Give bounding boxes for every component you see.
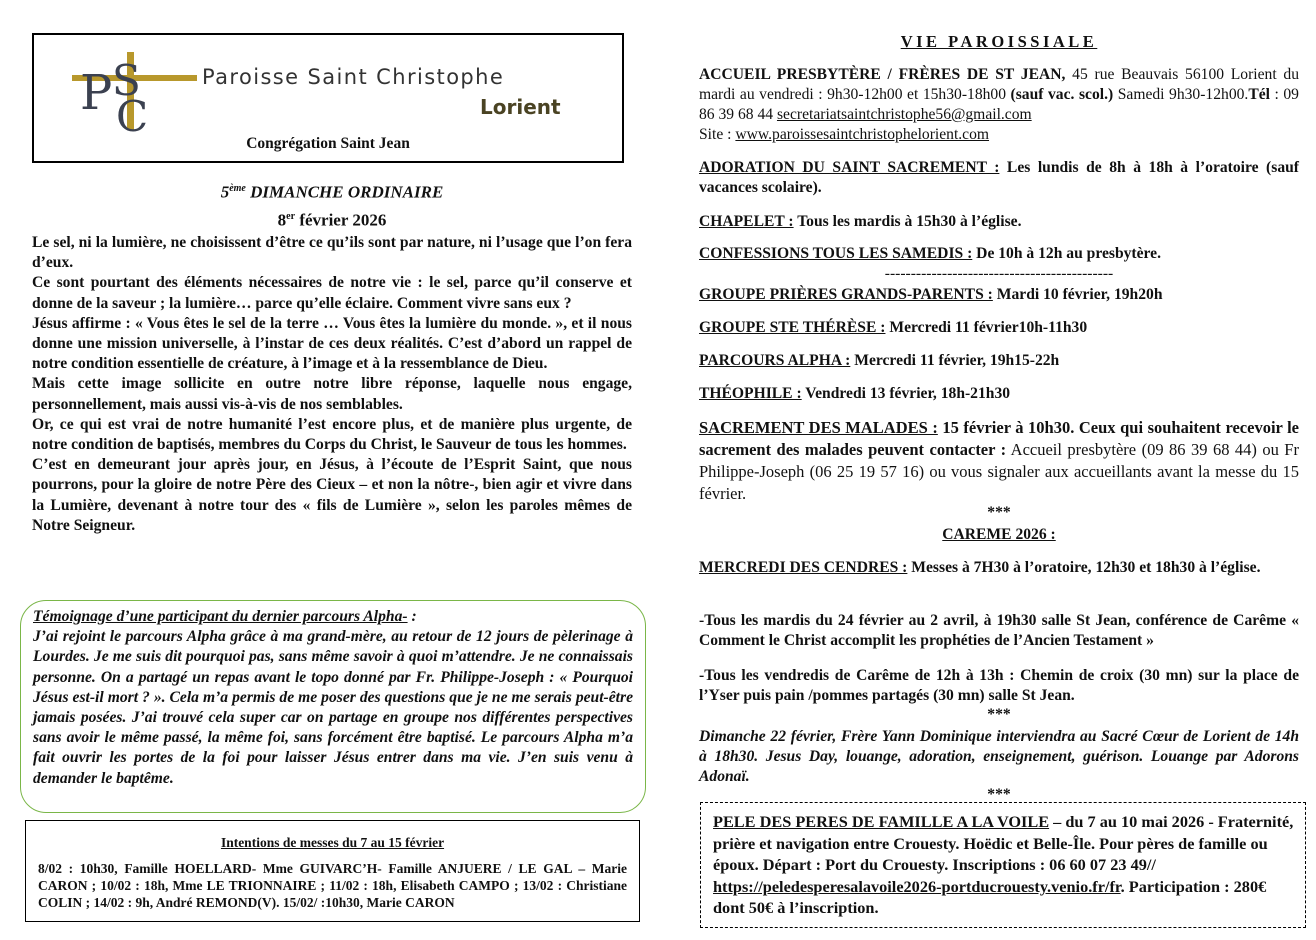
meditation-text [32,233,632,536]
lent-title: CAREME 2026 : [942,526,1056,543]
tuesday-conferences: -Tous les mardis du 24 février au 2 avril, à 19h30 salle St Jean, conférence de Carême « Comment le Christ accomplit les prophéties de l’Ancien Testament » [699,612,1299,649]
intentions-text: 8/02 : 10h30, Famille HOELLARD- Mme GUIVARC’H- Famille ANJUERE / LE GAL – Marie CARON ; 10/02 : 18h, Mme LE TRIONNAIRE ; 11/02 : 18h, Elisabeth CAMPO ; 13/02 : Christiane COLIN ; 14/02 : 9h, André REMOND(V). 15/02/ :10h30, Marie CARON [38,861,627,910]
alpha-course: PARCOURS ALPHA : Mercredi 11 février, 19h15-22h [699,352,1060,369]
intentions-title: Intentions de messes du 7 au 15 février [220,835,445,850]
parish-name: Paroisse Saint Christophe [202,65,505,89]
testimony-text: J’ai rejoint le parcours Alpha grâce à ma grand-mère, au retour de 12 jours de pèlerinage à Lourdes. Je me suis dit pourquoi pas, sans même savoir à quoi m’attendre. Je ne connaissais personne. On a partagé un repas avant le topo donné par Fr. Philippe-Joseph : « Pourquoi Jésus est-il mort ? ». Cela m’a permis de me poser des questions que je ne me serais peut-être jamais posées. J’ai trouvé cela super car on partage en groupe nos différentes perspectives sans avoir le même passé, la même foi, sans forcément être baptisé. Le parcours Alpha m’a fait ouvrir les portes de la foi pour laisser Jésus entrer dans ma vie. J’en suis venu à demander le baptême. [33,628,633,787]
paragraph: Le sel, ni la lumière, ne choisissent d’être ce qu’ils sont par nature, ni l’usage que l’on fera d’eux. [32,234,632,272]
theophile: THÉOPHILE : Vendredi 13 février, 18h-21h30 [699,385,1011,402]
confessions: CONFESSIONS TOUS LES SAMEDIS : De 10h à 12h au presbytère. [699,245,1161,262]
stars: *** [987,504,1011,521]
testimony-title: Témoignage d’une participant du dernier parcours Alpha- [33,608,408,625]
reception-info: ACCUEIL PRESBYTÈRE / FRÈRES DE ST JEAN, 45 rue Beauvais 56100 Lorient du mardi au vendredi : 9h30-12h00 et 15h30-18h00 (sauf vac. scol.) Samedi 9h30-12h00.Tél : 09 86 39 68 44 secretariatsaintchristophe56@gmail.com Site : www.paroissesaintchristophelorient.com [699,66,1300,143]
sacrament-sick: SACREMENT DES MALADES : 15 février à 10h30. Ceux qui souhaitent recevoir le sacrement des malades peuvent contacter : Accueil presbytère (09 86 39 68 44) ou Fr Philippe-Joseph (06 25 19 57 16) ou vous signaler aux accueillants avant la messe du 15 février. [699,418,1300,503]
paragraph: Ce sont pourtant des éléments nécessaires de notre vie : le sel, parce qu’il conserve et donne de la saveur ; la lumière… parce qu’elle éclaire. Comment vivre sans eux ? [32,274,632,312]
friday-stations: -Tous les vendredis de Carême de 12h à 13h : Chemin de croix (30 mn) sur la place de l’Yser puis pain /pommes partagés (30 mn) salle St Jean. [699,667,1299,704]
grandparents-group: GROUPE PRIÈRES GRANDS-PARENTS : Mardi 10 février, 19h20h [699,286,1163,303]
website-link[interactable]: www.paroissesaintchristophelorient.com [735,126,990,143]
mass-intentions-box [25,820,640,922]
pilgrimage-link[interactable]: https://peledesperesalavoile2026-portducrouesty.venio.fr/fr [713,876,1121,896]
jesus-day: Dimanche 22 février, Frère Yann Dominique interviendra au Sacré Cœur de Lorient de 14h à 18h30. Jesus Day, louange, adoration, enseignement, guérison. Louange par Adorons Adonaï. [699,728,1299,785]
paragraph: Or, ce qui est vrai de notre humanité l’est encore plus, et de manière plus urgente, de notre condition de baptisés, membres du Corps du Christ, le Sauveur de tous les hommes. [32,415,632,454]
parish-logo [72,47,197,132]
paragraph: C’est en demeurant jour après jour, en Jésus, à l’écoute de l’Esprit Saint, que nous pourrons, pour la gloire de notre Père des Cieux – et non la nôtre-, bien agir et vivre dans la Lumière, devenant à notre tour des « fils de Lumière », selon les paroles mêmes de Notre Seigneur. [32,456,632,534]
svg-text:C: C [116,92,149,132]
therese-group: GROUPE STE THÉRÈSE : Mercredi 11 février10h-11h30 [699,319,1088,336]
pilgrimage-box: PELE DES PERES DE FAMILLE A LA VOILE – du 7 au 10 mai 2026 - Fraternité, prière et navigation entre Crouesty. Hoëdic et Belle-Île. Pour pères de famille ou époux. Départ : Port du Crouesty. Inscriptions : 06 60 07 23 49// https://peledesperesalavoile2026-portducrouesty.venio.fr/fr. Participation : 280€ dont 50€ à l’inscription. [700,802,1306,928]
adoration: ADORATION DU SAINT SACREMENT : Les lundis de 8h à 18h à l’oratoire (sauf vacances scolaire). [699,159,1299,196]
section-title: VIE PAROISSIALE [900,32,1098,51]
paragraph: Mais cette image sollicite en outre notre libre réponse, laquelle nous engage, personnellement, mais aussi vis-à-vis de nos semblables. [32,375,632,413]
ash-wednesday: MERCREDI DES CENDRES : Messes à 7H30 à l’oratoire, 12h30 et 18h30 à l’église. [699,559,1261,576]
email-link[interactable]: secretariatsaintchristophe56@gmail.com [776,106,1032,123]
congregation: Congrégation Saint Jean [246,135,410,152]
pilgrimage-title: PELE DES PERES DE FAMILLE A LA VOILE [713,812,1050,831]
svg-text:S: S [112,56,141,105]
svg-text:P: P [80,65,113,121]
stars: *** [987,786,1011,803]
testimony-box: Témoignage d’une participant du dernier parcours Alpha- : J’ai rejoint le parcours Alpha grâce à ma grand-mère, au retour de 12 jours de pèlerinage à Lourdes. Je me suis dit pourquoi pas, sans même savoir à quoi m’attendre. Je ne connaissais personne. On a partagé un repas avant le topo donné par Fr. Philippe-Joseph : « Pourquoi Jésus est-il mort ? ». Cela m’a permis de me poser des questions que je ne me serais peut-être jamais posées. J’ai trouvé cela super car on partage en groupe nos différentes perspectives sans avoir le même passé, la même foi, sans forcément être baptisé. Le parcours Alpha m’a fait ouvrir les portes de la foi pour laisser Jésus entrer dans ma vie. J’en suis venu à demander le baptême. [20,600,646,813]
separator: -------------------------------------------- [884,265,1114,282]
paragraph: Jésus affirme : « Vous êtes le sel de la terre … Vous êtes la lumière du monde. », et il nous donne une mission universelle, à l’instar de ces deux réalités. C’est d’abord un rappel de notre condition essentielle de créature, à l’image et à la ressemblance de Dieu. [32,314,632,373]
sunday-heading: 5ème DIMANCHE ORDINAIRE 8er février 2026 [220,182,444,230]
chapelet: CHAPELET : Tous les mardis à 15h30 à l’église. [699,213,1022,230]
stars: *** [987,706,1011,723]
parish-city: Lorient [480,95,561,119]
header-box [32,33,624,163]
